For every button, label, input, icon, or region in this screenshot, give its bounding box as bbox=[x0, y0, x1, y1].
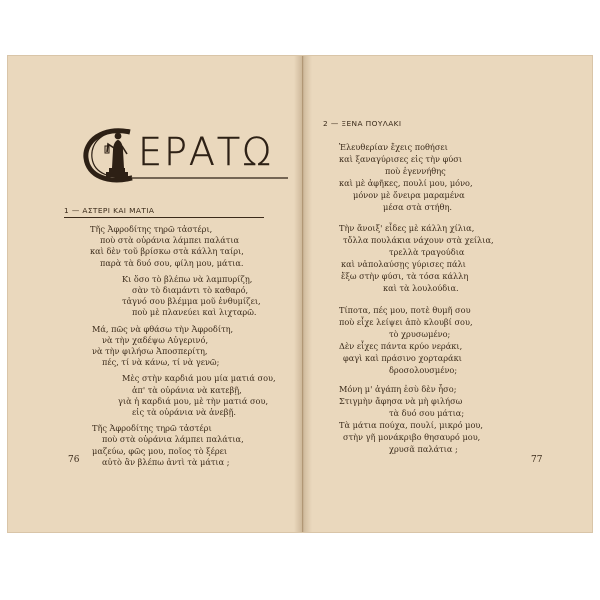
poem-line: Τῆς Ἀφροδίτης τηρῶ τἀστέρι bbox=[92, 423, 212, 434]
heading-rule bbox=[64, 217, 264, 218]
page-number: 76 bbox=[68, 455, 80, 465]
poem-line: νὰ τὴν χαδέψω Αὐγερινό, bbox=[102, 334, 209, 345]
poem-line: τὄλλα πουλάκια νάχουν στὰ χείλια, bbox=[343, 235, 494, 245]
poem-line: δροσολουσμένο; bbox=[389, 365, 458, 375]
poem-line: τρελλὰ τραγούδια bbox=[389, 247, 465, 257]
poem-line: τὸ χρυσωμένο; bbox=[389, 329, 451, 339]
poem-line: Τὴν ἄνοιξ' εἶδες μὲ κάλλη χίλια, bbox=[339, 223, 475, 233]
poem-line: χρυσᾶ παλάτια ; bbox=[389, 444, 458, 454]
poem-line: ποὺ ἐγεννήθης bbox=[385, 166, 446, 176]
right-page bbox=[303, 56, 592, 532]
poem-line: καὶ ξαναγύρισες εἰς τὴν φύσι bbox=[339, 154, 463, 164]
poem-line: σὰν τὸ διαμάντι τὸ καθαρό, bbox=[132, 285, 249, 295]
poem-heading: 2 — ΞΕΝΑ ΠΟΥΛΑΚΙ bbox=[323, 119, 402, 128]
poem-line: Μόνη μ' ἀγάπη ἐσὺ δὲν ἦσο; bbox=[339, 384, 457, 394]
poem-line: καὶ μὲ ἀφῆκες, πουλί μου, μόνο, bbox=[339, 178, 473, 188]
poem-line: τὰ δυό σου μάτια; bbox=[389, 408, 465, 418]
poem-line: Μά, πῶς νὰ φθάσω τὴν Ἀφροδίτη, bbox=[92, 323, 234, 334]
open-book bbox=[8, 56, 592, 532]
poem-line: τἀγνό σου βλέμμα μοῦ ἐνθυμίζει, bbox=[122, 296, 261, 307]
poem-line: Κι ὅσο τὸ βλέπω νὰ λαμπυρίζῃ, bbox=[122, 273, 253, 284]
poem-line: καὶ δὲν τοῦ βρίσκω στὰ κάλλη ταίρι, bbox=[90, 246, 244, 257]
title-block bbox=[82, 124, 292, 186]
poem-line: πές, τί νὰ κάνω, τί νὰ γενῶ; bbox=[102, 357, 220, 368]
poem-line: ποὺ εἶχε λείψει ἀπὸ κλουβί σου, bbox=[339, 317, 473, 327]
poem-line: Στιγμὴν ἄφησα νὰ μὴ φιλήσω bbox=[339, 396, 463, 406]
poem-line: ποὺ στὰ οὐράνια λάμπει παλάτια, bbox=[102, 434, 244, 445]
poem-line: φαγὶ καὶ πράσινο χορταράκι bbox=[343, 353, 462, 363]
poem-line: καὶ νἀπολαύσῃς γύρισες πάλι bbox=[341, 259, 466, 269]
poem-line: εἰς τὰ οὐράνια νὰ ἀνεβῇ. bbox=[132, 407, 236, 417]
poem-line: Τίποτα, πές μου, ποτὲ θυμῆ σου bbox=[339, 305, 471, 315]
poem-line: Μὲς στὴν καρδιά μου μία ματιά σου, bbox=[122, 373, 276, 384]
poem-line: Τὰ μάτια πούχα, πουλί, μικρό μου, bbox=[339, 420, 484, 430]
muse-title: ΕΡΑΤΩ bbox=[138, 130, 274, 174]
poem-line: ἔξω στὴν φύσι, τὰ τόσα κάλλη bbox=[341, 271, 469, 281]
poem-heading: 1 — ΑΣΤΕΡΙ ΚΑΙ ΜΑΤΙΑ bbox=[64, 206, 155, 215]
poem-line: καὶ τὰ λουλούδια. bbox=[383, 283, 459, 293]
poem-line: στὴν γῆ μονάκριβο θησαυρό μου, bbox=[343, 432, 481, 442]
left-page bbox=[8, 56, 303, 532]
poem-line: Τῆς Ἀφροδίτης τηρῶ τἀστέρι, bbox=[90, 224, 213, 234]
poem-line: γιὰ ἡ καρδιά μου, μὲ τὴν ματιά σου, bbox=[118, 395, 269, 406]
poem-line: μόνον μὲ ὄνειρα μαραμένα bbox=[353, 190, 465, 200]
poem-line: νὰ τὴν φιλήσω Ἀποσπερίτη, bbox=[92, 346, 208, 356]
poem-line: ποὺ μὲ πλανεύει καὶ λιχταρῶ. bbox=[132, 307, 257, 318]
poem-line: παρὰ τὰ δυό σου, φίλη μου, μάτια. bbox=[100, 257, 244, 268]
poem-line: Δὲν εἶχες πάντα κρύο νεράκι, bbox=[339, 341, 463, 351]
page-number: 77 bbox=[531, 455, 543, 465]
poem-line: μέσα στὰ στήθη. bbox=[383, 202, 452, 212]
poem-line: αὐτὸ ἂν βλέπω ἀντὶ τὰ μάτια ; bbox=[102, 456, 230, 467]
poem-line: ἀπ' τὰ οὐράνια νὰ κατεβῇ, bbox=[132, 384, 242, 395]
poem-line: μαζεύω, φῶς μου, ποῖος τὸ ξέρει bbox=[92, 445, 228, 456]
poem-line: ποὺ στὰ οὐράνια λάμπει παλάτια bbox=[100, 235, 240, 246]
poem-line: Ἐλευθερίαν ἔχεις ποθήσει bbox=[339, 142, 448, 152]
